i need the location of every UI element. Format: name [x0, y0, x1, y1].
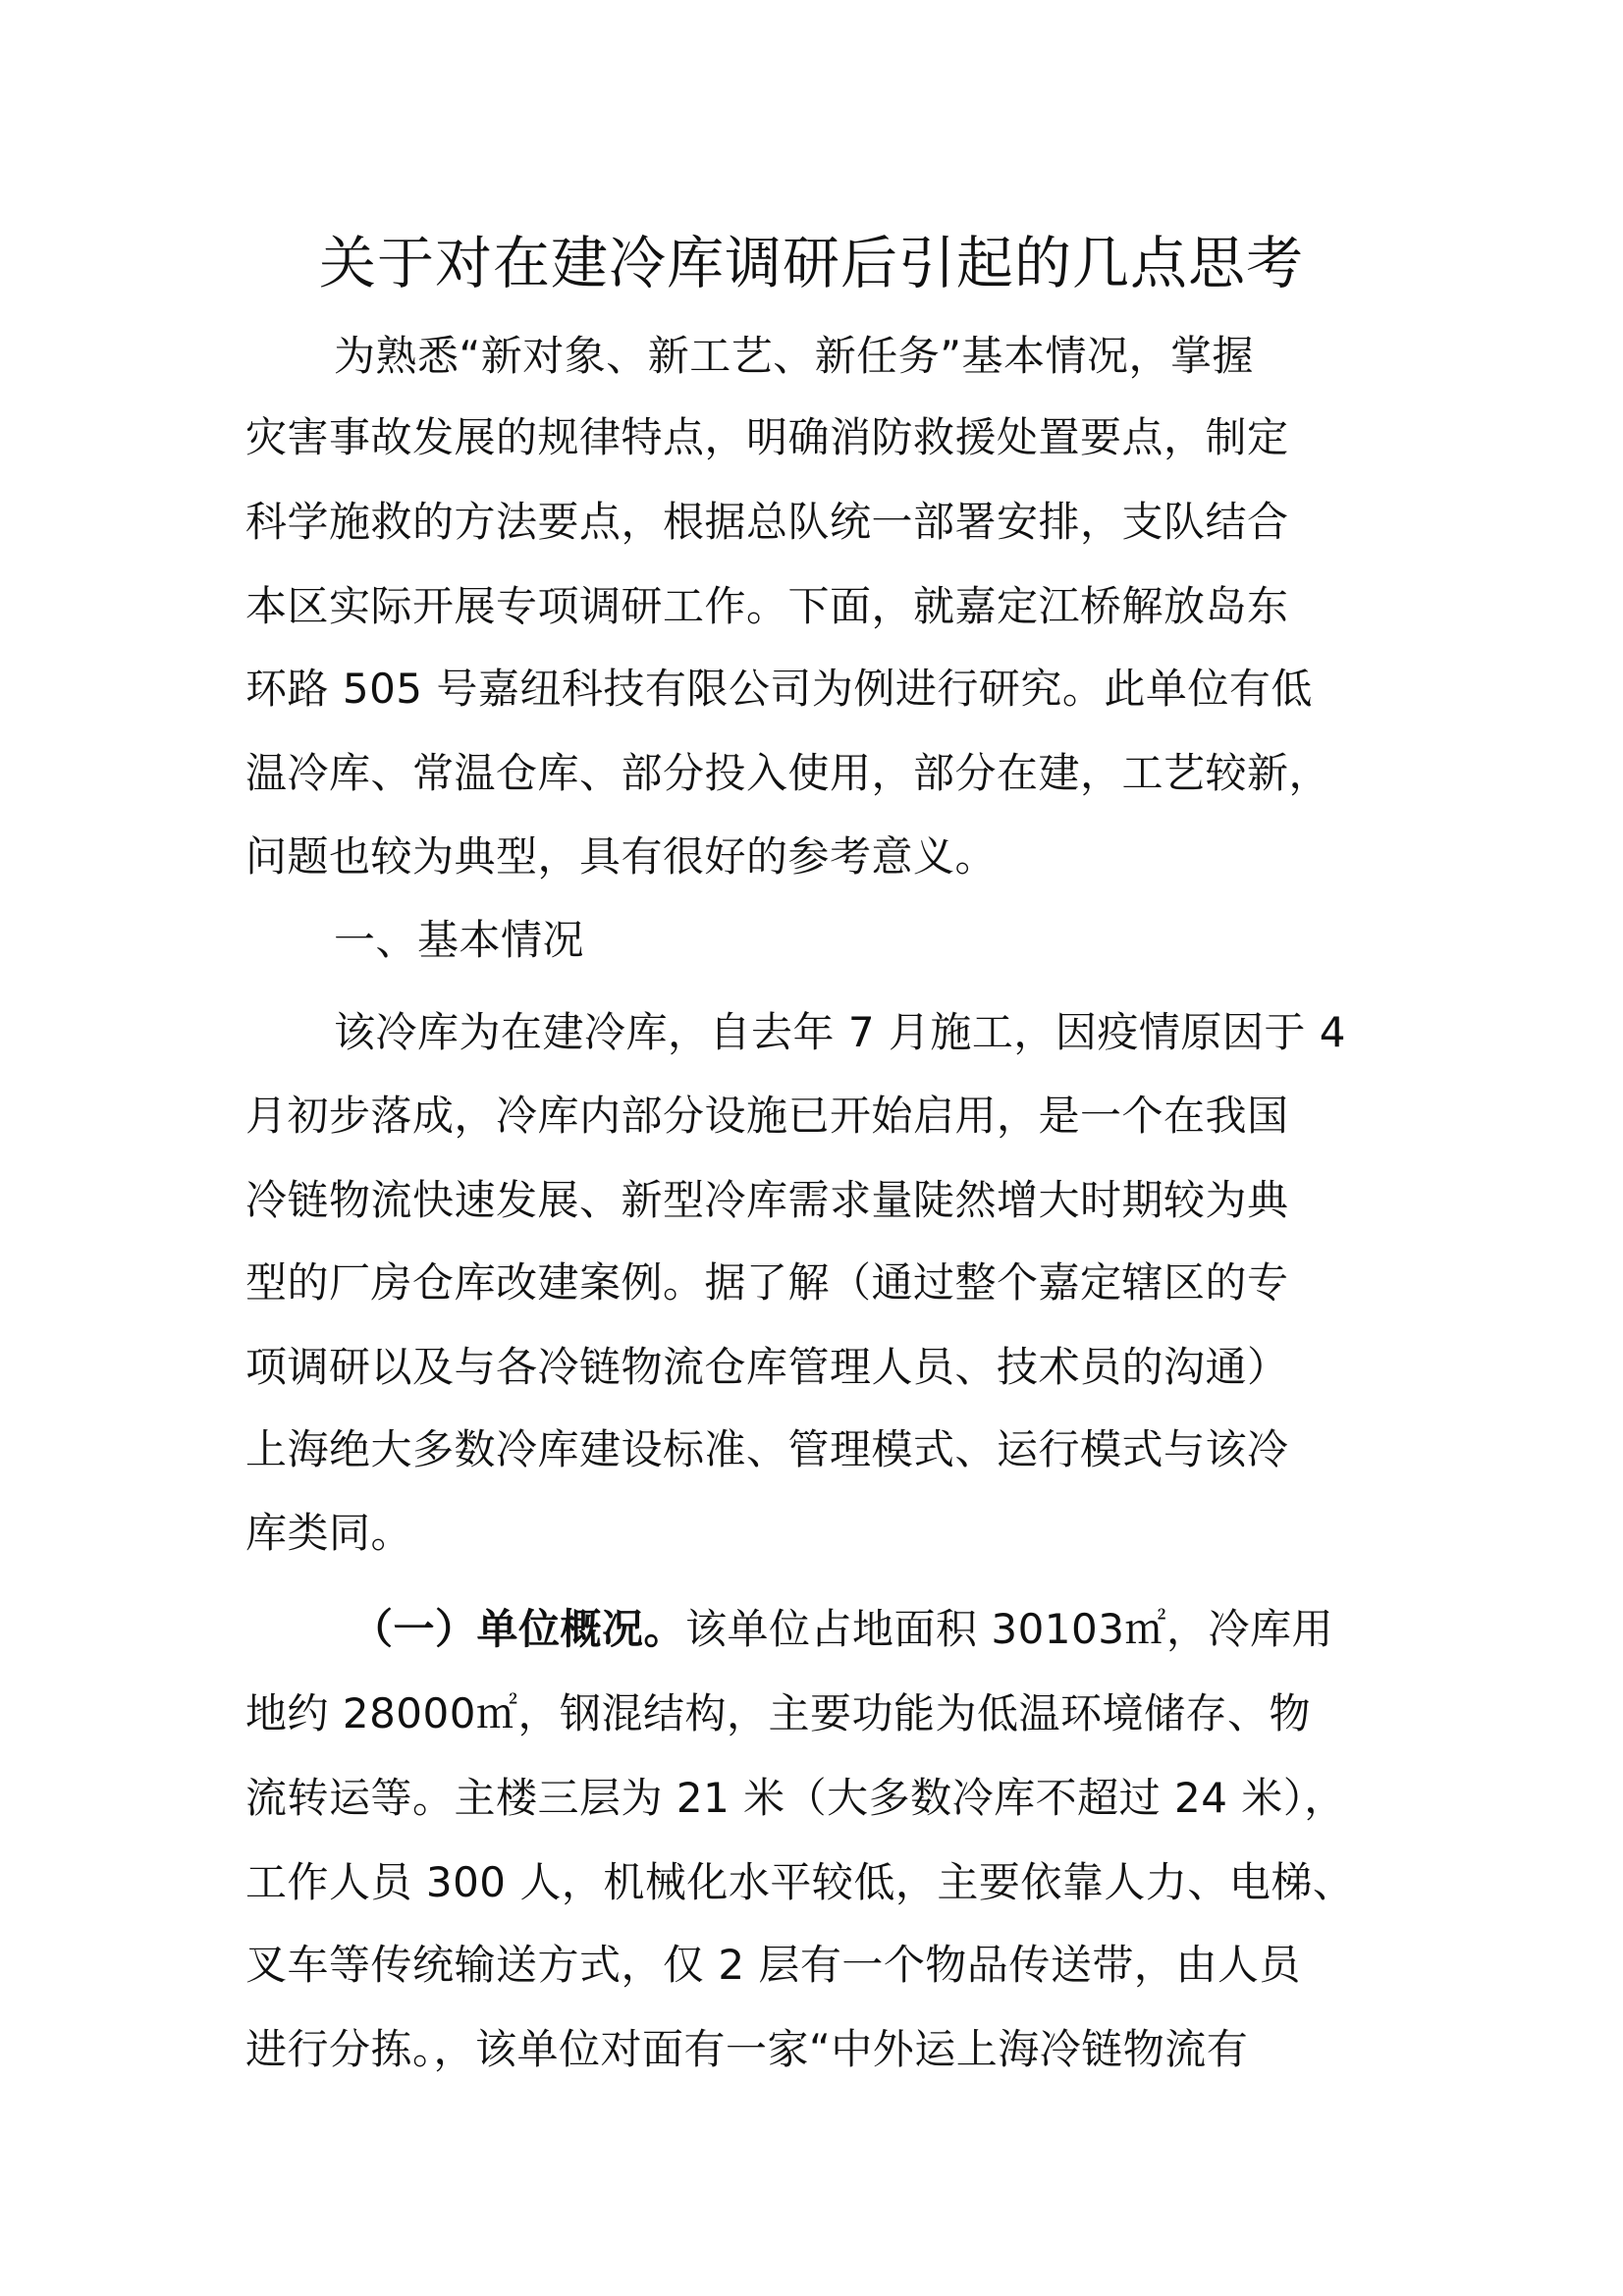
body-text: 该单位占地面积 30103㎡，冷库用	[685, 1605, 1333, 1653]
intro-line: 为熟悉“新对象、新工艺、新任务”基本情况，掌握	[334, 332, 1255, 380]
intro-line: 环路 505 号嘉纽科技有限公司为例进行研究。此单位有低	[245, 665, 1313, 713]
body-line: 进行分拣。，该单位对面有一家“中外运上海冷链物流有	[245, 2025, 1249, 2073]
section-heading: 一、基本情况	[334, 916, 585, 964]
body-line: 库类同。	[245, 1509, 413, 1557]
body-line: 该冷库为在建冷库，自去年 7 月施工，因疫情原因于 4	[334, 1008, 1346, 1056]
subsection-line	[352, 1600, 1333, 1659]
subsection-heading: （一）单位概况。	[352, 1605, 686, 1653]
intro-line: 灾害事故发展的规律特点，明确消防救援处置要点，制定	[245, 413, 1289, 461]
body-line: 型的厂房仓库改建案例。据了解（通过整个嘉定辖区的专	[245, 1258, 1289, 1307]
body-line: 流转运等。主楼三层为 21 米（大多数冷库不超过 24 米），	[245, 1774, 1346, 1822]
body-line: 叉车等传统输送方式，仅 2 层有一个物品传送带，由人员	[245, 1941, 1301, 1989]
body-line: 地约 28000㎡，钢混结构，主要功能为低温环境储存、物	[245, 1689, 1311, 1737]
intro-line: 温冷库、常温仓库、部分投入使用，部分在建，工艺较新，	[245, 749, 1331, 797]
body-line: 月初步落成，冷库内部分设施已开始启用，是一个在我国	[245, 1092, 1289, 1140]
body-line: 上海绝大多数冷库建设标准、管理模式、运行模式与该冷	[245, 1425, 1289, 1473]
intro-line: 本区实际开展专项调研工作。下面，就嘉定江桥解放岛东	[245, 582, 1289, 630]
body-line: 项调研以及与各冷链物流仓库管理人员、技术员的沟通）	[245, 1343, 1289, 1391]
document-title: 关于对在建冷库调研后引起的几点思考	[318, 230, 1304, 296]
intro-line: 科学施救的方法要点，根据总队统一部署安排，支队结合	[245, 498, 1289, 546]
intro-line: 问题也较为典型，具有很好的参考意义。	[245, 832, 998, 881]
body-line: 冷链物流快速发展、新型冷库需求量陡然增大时期较为典	[245, 1176, 1289, 1224]
body-line: 工作人员 300 人，机械化水平较低，主要依靠人力、电梯、	[245, 1858, 1355, 1906]
